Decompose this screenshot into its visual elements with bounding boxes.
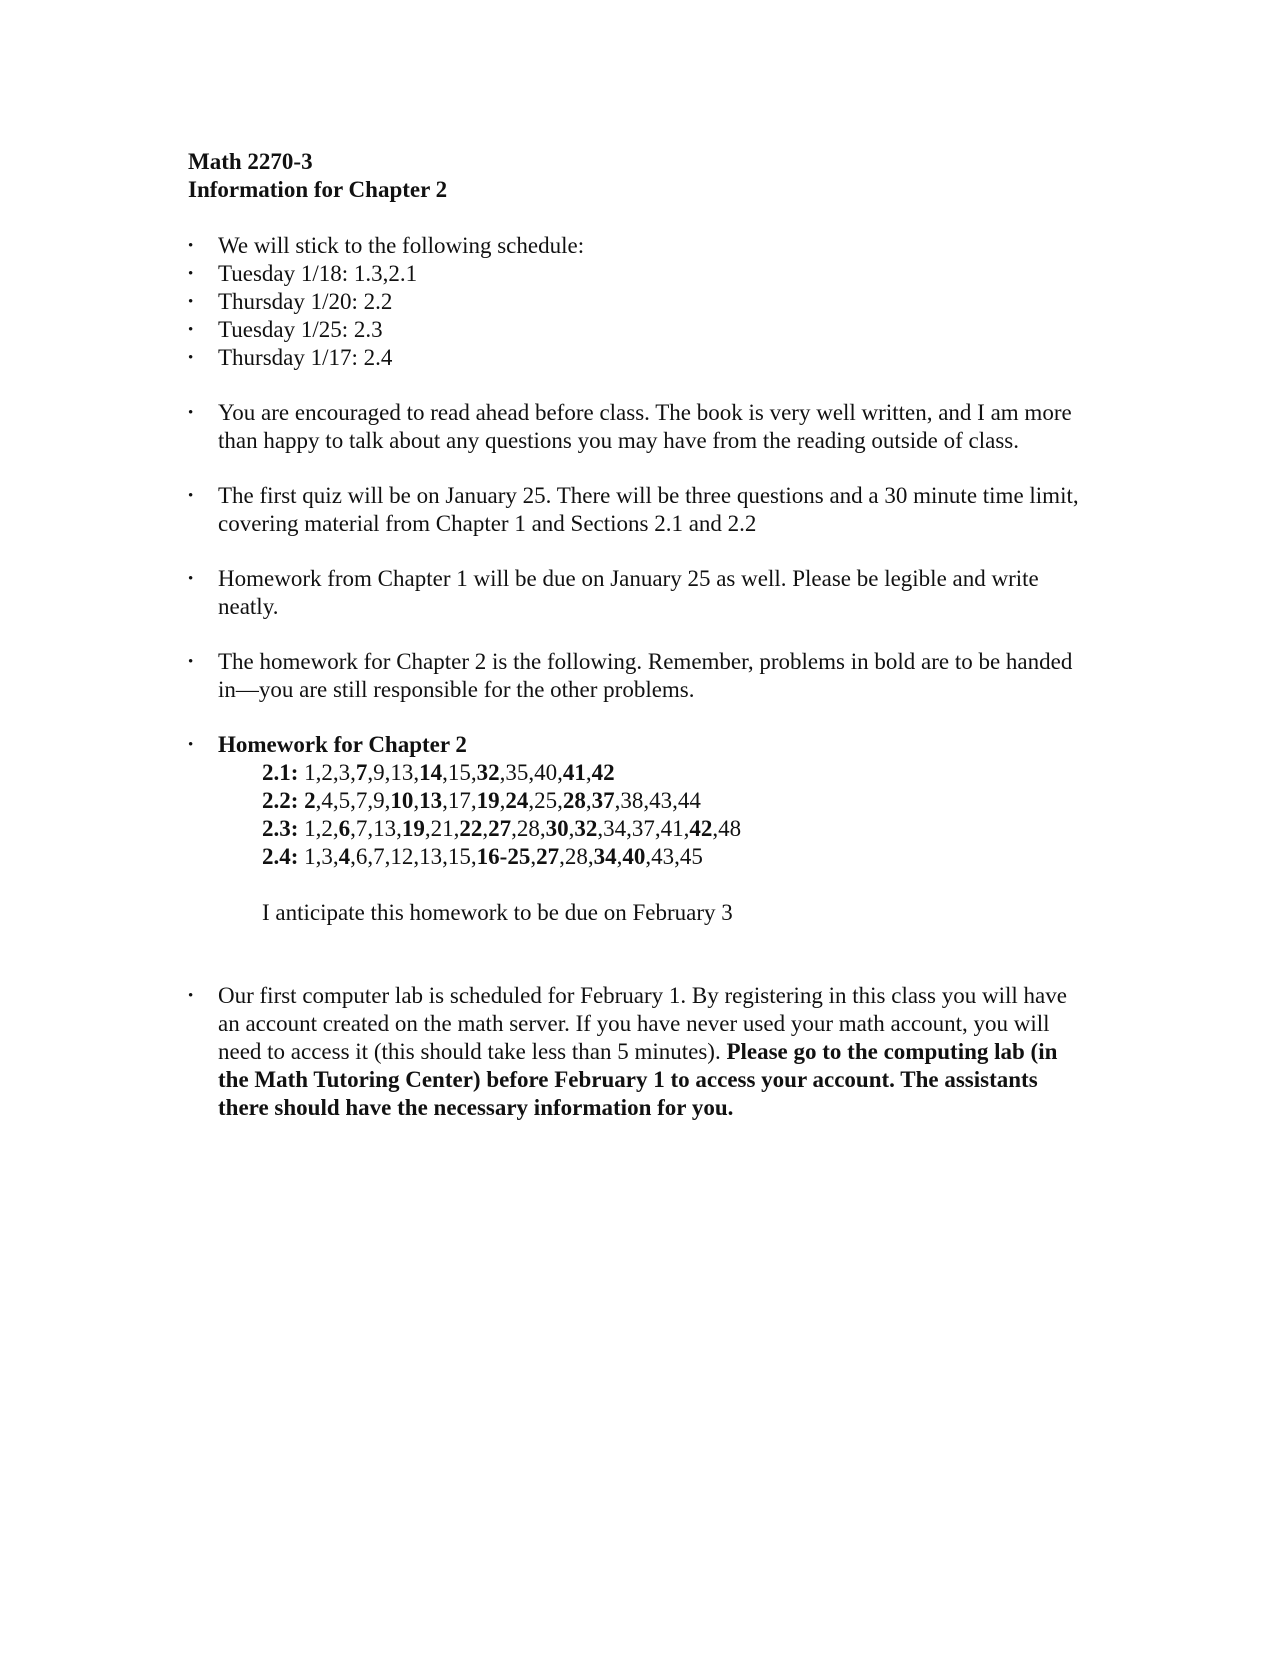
homework-problem: 9	[373, 788, 385, 813]
problem-separator: ,	[442, 844, 448, 869]
document-page	[188, 148, 1088, 1122]
homework-problem: 32	[476, 760, 500, 785]
problem-separator: ,	[712, 816, 719, 841]
homework-problem: 28	[564, 844, 588, 869]
homework-section-line	[262, 843, 1088, 871]
homework-problem: 44	[677, 788, 701, 813]
homework-problem: 1	[304, 816, 316, 841]
homework-problem: 43	[649, 788, 673, 813]
homework-problem: 37	[591, 788, 615, 813]
homework-problem: 3	[338, 760, 351, 785]
homework-problem: 40	[622, 844, 646, 869]
homework-problem: 12	[390, 844, 414, 869]
homework-problem: 15	[447, 844, 471, 869]
homework-problem: 13	[419, 844, 443, 869]
problem-separator: ,	[499, 760, 506, 785]
homework-sections	[218, 759, 1088, 871]
homework-problem: 3	[321, 844, 333, 869]
problem-separator: ,	[384, 788, 391, 813]
problem-separator: ,	[645, 844, 652, 869]
problem-separator: ,	[384, 760, 391, 785]
homework-problem: 5	[338, 788, 351, 813]
homework-problem: 37	[631, 816, 655, 841]
problem-separator: ,	[470, 844, 477, 869]
homework-problem: 4	[338, 844, 351, 869]
problem-separator: ,	[350, 760, 356, 785]
homework-ch1-note: • Homework from Chapter 1 will be due on January 25 as well. Please be legible and write neatly.	[188, 565, 1088, 621]
quiz-note: • The first quiz will be on January 25. There will be three questions and a 30 minute time limit, covering material from Chapter 1 and Sections 2.1 and 2.2	[188, 482, 1088, 538]
read-ahead-note: • You are encouraged to read ahead before class. The book is very well written, and I am more than happy to talk about any questions you may have from the reading outside of class.	[188, 399, 1088, 455]
homework-due-note: I anticipate this homework to be due on February 3	[262, 900, 733, 925]
problem-separator: ,	[413, 760, 420, 785]
homework-problem: 42	[591, 760, 615, 785]
problem-separator: ,	[597, 816, 604, 841]
homework-problem: 7	[355, 816, 368, 841]
computer-lab-note	[188, 982, 1088, 1122]
homework-section-line	[262, 787, 1088, 815]
homework-problem: 19	[476, 788, 500, 813]
homework-section-label: 2.3:	[262, 816, 305, 841]
problem-separator: ,	[528, 760, 535, 785]
problem-separator: ,	[315, 816, 322, 841]
problem-separator: ,	[643, 788, 650, 813]
schedule-item: • Tuesday 1/25: 2.3	[188, 316, 1088, 344]
schedule-item: • Thursday 1/20: 2.2	[188, 288, 1088, 316]
homework-section-label: 2.4:	[262, 844, 305, 869]
homework-problem: 48	[718, 816, 742, 841]
course-title: Math 2270-3	[188, 149, 313, 174]
problem-separator: ,	[367, 844, 374, 869]
problem-separator: ,	[626, 816, 632, 841]
homework-problem: 16-25	[476, 844, 531, 869]
homework-problem: 22	[459, 816, 483, 841]
problem-separator: ,	[413, 788, 420, 813]
homework-problem: 34	[593, 844, 617, 869]
homework-problem: 21	[430, 816, 454, 841]
problem-separator: ,	[332, 844, 339, 869]
homework-section-line	[262, 815, 1088, 843]
homework-problem: 43	[651, 844, 675, 869]
problem-separator: ,	[332, 816, 339, 841]
problem-separator: ,	[539, 816, 546, 841]
homework-ch2-heading: • Homework for Chapter 2	[218, 732, 467, 757]
homework-problem: 6	[338, 816, 351, 841]
problem-separator: ,	[587, 844, 594, 869]
problem-separator: ,	[616, 844, 623, 869]
homework-problem: 27	[488, 816, 512, 841]
homework-problem: 13	[419, 788, 443, 813]
problem-separator: ,	[674, 844, 680, 869]
problem-separator: ,	[315, 760, 322, 785]
homework-problem: 1	[304, 760, 316, 785]
problem-separator: ,	[530, 844, 537, 869]
homework-problem: 28	[562, 788, 586, 813]
homework-problem: 15	[447, 760, 471, 785]
homework-ch1-list	[188, 565, 1088, 621]
problem-separator: ,	[482, 816, 489, 841]
problem-separator: ,	[350, 844, 356, 869]
schedule-list	[188, 232, 1088, 372]
homework-problem: 2	[321, 760, 333, 785]
homework-problem: 19	[401, 816, 425, 841]
problem-separator: ,	[442, 760, 448, 785]
problem-separator: ,	[585, 788, 592, 813]
problem-separator: ,	[396, 816, 402, 841]
homework-problem: 27	[536, 844, 560, 869]
problem-separator: ,	[367, 788, 374, 813]
problem-separator: ,	[315, 788, 322, 813]
document-subtitle: Information for Chapter 2	[188, 177, 448, 202]
problem-separator: ,	[683, 816, 690, 841]
homework-problem: 32	[574, 816, 598, 841]
homework-problem: 7	[355, 760, 368, 785]
homework-problem: 13	[390, 760, 414, 785]
problem-separator: ,	[413, 844, 420, 869]
problem-separator: ,	[557, 788, 563, 813]
problem-separator: ,	[332, 788, 339, 813]
homework-problem: 10	[390, 788, 414, 813]
problem-separator: ,	[350, 816, 356, 841]
problem-separator: ,	[559, 844, 565, 869]
homework-problem: 2	[304, 788, 316, 813]
problem-separator: ,	[528, 788, 535, 813]
homework-ch2-item	[188, 731, 1088, 927]
schedule-item: • Tuesday 1/18: 1.3,2.1	[188, 260, 1088, 288]
homework-intro-note: • The homework for Chapter 2 is the following. Remember, problems in bold are to be handed in—you are still responsible for the other problems.	[188, 648, 1088, 704]
homework-section-line	[262, 759, 1088, 787]
problem-separator: ,	[367, 760, 374, 785]
homework-section-label: 2.1:	[262, 760, 305, 785]
homework-section-label: 2.2:	[262, 788, 305, 813]
homework-problem: 4	[321, 788, 333, 813]
problem-separator: ,	[557, 760, 563, 785]
homework-problem: 34	[603, 816, 627, 841]
homework-problem: 30	[545, 816, 569, 841]
problem-separator: ,	[614, 788, 621, 813]
homework-problem: 28	[516, 816, 540, 841]
homework-problem: 25	[534, 788, 558, 813]
quiz-list	[188, 482, 1088, 538]
schedule-intro: • We will stick to the following schedule:	[188, 232, 1088, 260]
problem-separator: ,	[499, 788, 506, 813]
problem-separator: ,	[424, 816, 431, 841]
homework-problem: 45	[679, 844, 703, 869]
homework-problem: 42	[689, 816, 713, 841]
problem-separator: ,	[470, 760, 477, 785]
problem-separator: ,	[511, 816, 517, 841]
problem-separator: ,	[453, 816, 460, 841]
homework-problem: 6	[355, 844, 368, 869]
homework-problem: 41	[660, 816, 684, 841]
homework-problem: 41	[562, 760, 586, 785]
problem-separator: ,	[568, 816, 575, 841]
homework-ch2-list	[188, 731, 1088, 927]
homework-problem: 38	[620, 788, 644, 813]
homework-intro-list	[188, 648, 1088, 704]
computer-lab-bold-text: Please go to the computing lab (in the Math Tutoring Center) before February 1 to access your account. The assistants there should have the necessary information for you.	[218, 1039, 1058, 1120]
problem-separator: ,	[332, 760, 339, 785]
homework-problem: 7	[373, 844, 385, 869]
homework-problem: 14	[419, 760, 443, 785]
problem-separator: ,	[470, 788, 477, 813]
problem-separator: ,	[384, 844, 391, 869]
read-ahead-list	[188, 399, 1088, 455]
homework-problem: 2	[321, 816, 333, 841]
problem-separator: ,	[585, 760, 592, 785]
homework-problem: 17	[447, 788, 471, 813]
problem-separator: ,	[672, 788, 678, 813]
schedule-item: • Thursday 1/17: 2.4	[188, 344, 1088, 372]
homework-problem: 35	[505, 760, 529, 785]
problem-separator: ,	[350, 788, 356, 813]
homework-problem: 7	[355, 788, 368, 813]
homework-problem: 1	[304, 844, 316, 869]
problem-separator: ,	[654, 816, 661, 841]
computer-lab-list	[188, 982, 1088, 1122]
problem-separator: ,	[315, 844, 322, 869]
computer-lab-text: Our first computer lab is scheduled for February 1. By registering in this class you will have an account created on the math server. If you have never used your math account, you will need to access it (this should take less than 5 minutes).	[218, 983, 1067, 1064]
homework-problem: 40	[534, 760, 558, 785]
problem-separator: ,	[442, 788, 448, 813]
homework-problem: 24	[505, 788, 529, 813]
homework-problem: 9	[373, 760, 385, 785]
homework-problem: 13	[373, 816, 397, 841]
problem-separator: ,	[367, 816, 374, 841]
